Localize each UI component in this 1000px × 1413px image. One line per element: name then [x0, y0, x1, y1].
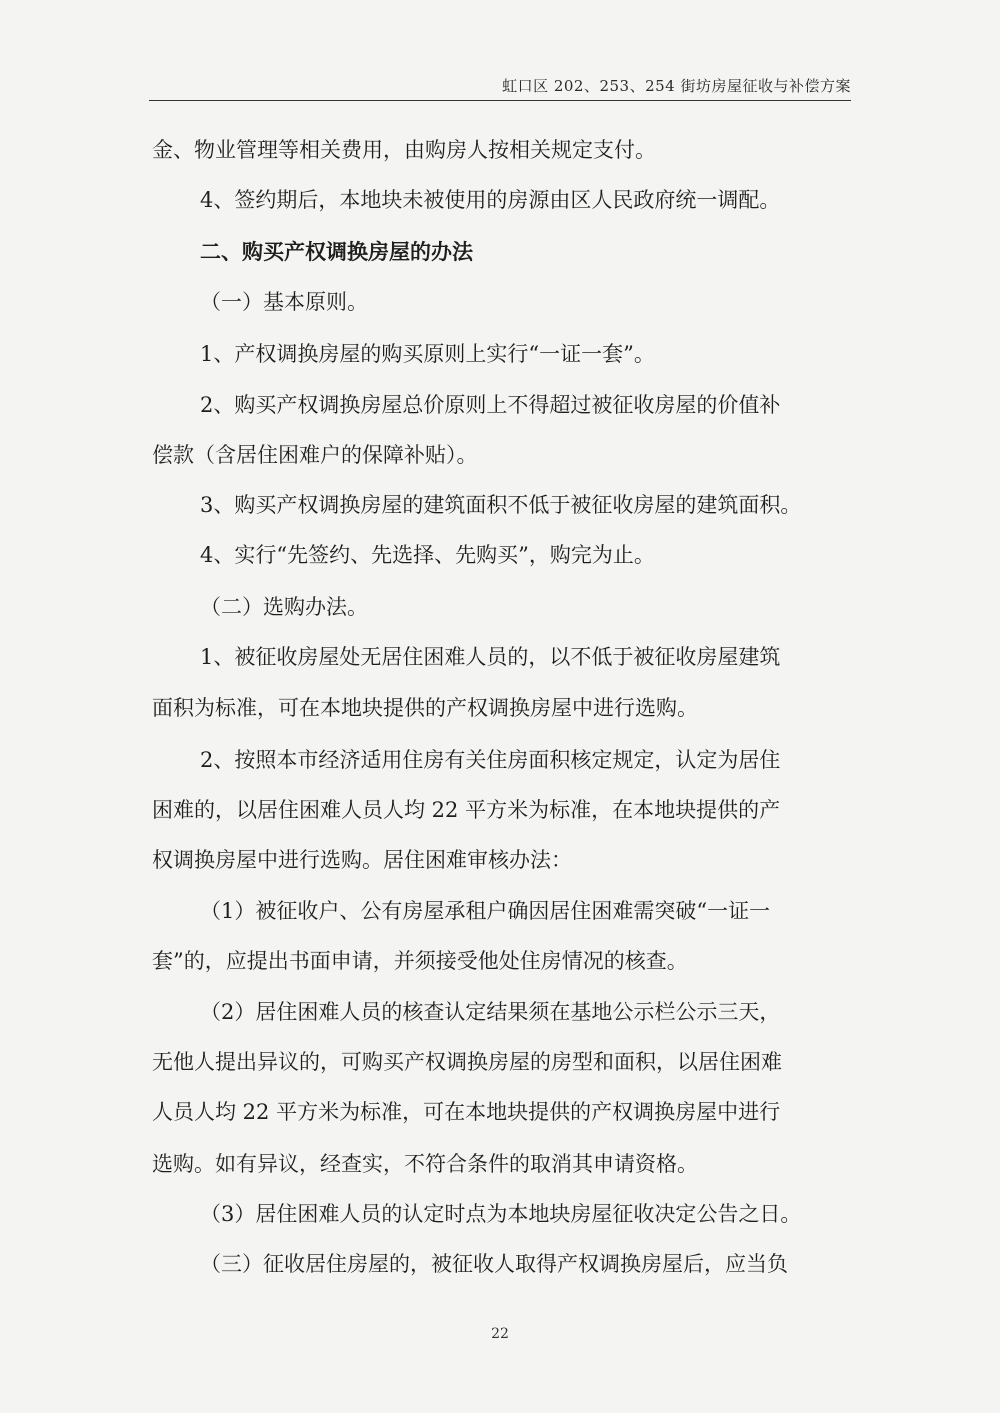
subsection-heading: （一）基本原则。	[200, 290, 368, 314]
body-line: 偿款（含居住困难户的保障补贴）。	[152, 443, 478, 467]
header-divider	[149, 100, 851, 101]
body-line: （3）居住困难人员的认定时点为本地块房屋征收决定公告之日。	[200, 1202, 802, 1226]
section-heading: 二、购买产权调换房屋的办法	[200, 240, 473, 264]
body-line: （三）征收居住房屋的，被征收人取得产权调换房屋后，应当负	[200, 1252, 788, 1276]
body-line: 3、购买产权调换房屋的建筑面积不低于被征收房屋的建筑面积。	[200, 493, 802, 517]
body-line: 2、按照本市经济适用住房有关住房面积核定规定，认定为居住	[200, 748, 781, 772]
body-line: 4、签约期后，本地块未被使用的房源由区人民政府统一调配。	[200, 188, 781, 212]
body-line: （2）居住困难人员的核查认定结果须在基地公示栏公示三天，	[200, 1000, 781, 1024]
body-line: 金、物业管理等相关费用，由购房人按相关规定支付。	[152, 138, 656, 162]
body-line: 无他人提出异议的，可购买产权调换房屋的房型和面积，以居住困难	[152, 1050, 782, 1074]
body-line: 人员人均 22 平方米为标准，可在本地块提供的产权调换房屋中进行	[152, 1100, 781, 1124]
body-line: 面积为标准，可在本地块提供的产权调换房屋中进行选购。	[152, 696, 698, 720]
body-line: 困难的，以居住困难人员人均 22 平方米为标准，在本地块提供的产	[152, 798, 781, 822]
body-line: 权调换房屋中进行选购。居住困难审核办法：	[152, 848, 572, 872]
subsection-heading: （二）选购办法。	[200, 595, 368, 619]
body-line: （1）被征收户、公有房屋承租户确因居住困难需突破“一证一	[200, 899, 771, 923]
body-line: 4、实行“先签约、先选择、先购买”，购完为止。	[200, 543, 655, 567]
body-line: 套”的，应提出书面申请，并须接受他处住房情况的核查。	[152, 949, 688, 973]
body-line: 1、产权调换房屋的购买原则上实行“一证一套”。	[200, 342, 655, 366]
body-line: 选购。如有异议，经查实，不符合条件的取消其申请资格。	[152, 1152, 698, 1176]
page-number: 22	[491, 1326, 509, 1342]
body-line: 1、被征收房屋处无居住困难人员的，以不低于被征收房屋建筑	[200, 645, 781, 669]
body-line: 2、购买产权调换房屋总价原则上不得超过被征收房屋的价值补	[200, 393, 781, 417]
running-header: 虹口区 202、253、254 街坊房屋征收与补偿方案	[502, 77, 851, 95]
